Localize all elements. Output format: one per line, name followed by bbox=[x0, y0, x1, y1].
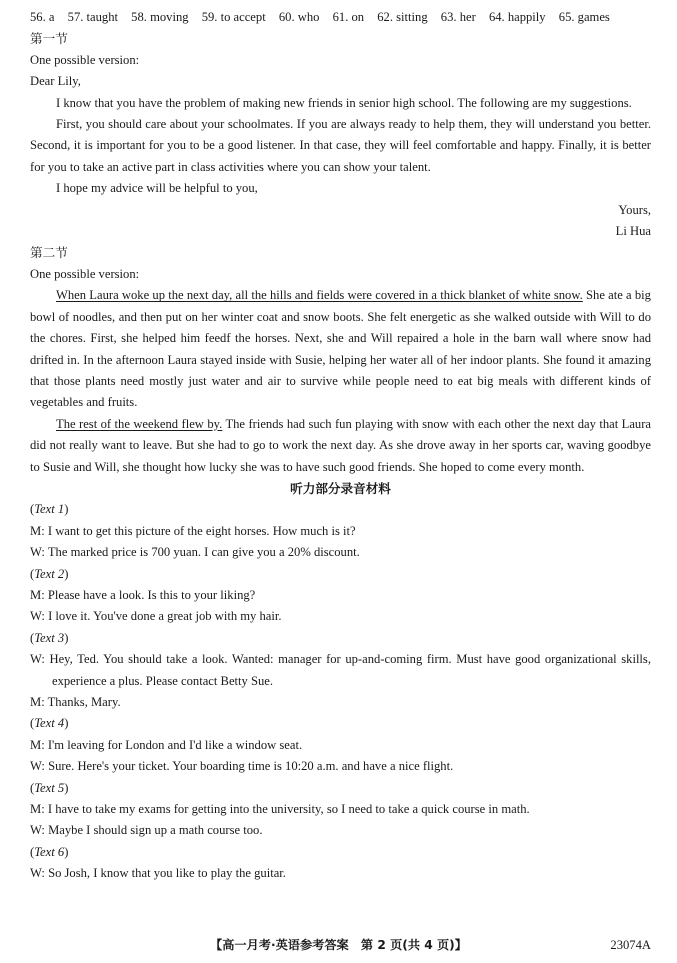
transcript-line: W: So Josh, I know that you like to play the guitar. bbox=[30, 866, 286, 881]
transcript-line: M: I'm leaving for London and I'd like a window seat. bbox=[30, 737, 303, 752]
text-label: (Text 5) bbox=[30, 780, 69, 795]
transcript-line: W: Maybe I should sign up a math course too. bbox=[30, 823, 263, 838]
answer-62: 62. sitting bbox=[377, 10, 428, 24]
text-label: (Text 6) bbox=[30, 844, 69, 859]
answer-56: 56. a bbox=[30, 10, 55, 24]
footer-doc-code: 23074A bbox=[610, 938, 651, 952]
text-label: (Text 1) bbox=[30, 502, 69, 517]
transcript-line: M: I have to take my exams for getting into the university, so I need to take a quick course in math. bbox=[30, 802, 530, 817]
transcript-line: W: Sure. Here's your ticket. Your boarding time is 10:20 a.m. and have a nice flight. bbox=[30, 759, 454, 774]
page-content bbox=[30, 7, 651, 885]
story-paragraph-2 bbox=[30, 414, 651, 478]
answer-63: 63. her bbox=[440, 10, 476, 24]
footer-page-info: 【高一月考·英语参考答案 第 2 页(共 4 页)】 bbox=[210, 938, 467, 952]
letter-signature: Li Hua bbox=[615, 224, 651, 239]
transcript-line: W: Hey, Ted. You should take a look. Wanted: manager for up-and-coming firm. Must have good organizational skills, experience a plus. Please contact Betty Sue. bbox=[30, 652, 651, 688]
answer-60: 60. who bbox=[278, 10, 320, 24]
letter-closing: Yours, bbox=[618, 202, 651, 217]
letter-paragraph-1: I know that you have the problem of making new friends in senior high school. The following are my suggestions. bbox=[56, 95, 632, 110]
answer-64: 64. happily bbox=[488, 10, 546, 24]
answer-57: 57. taught bbox=[67, 10, 119, 24]
transcript-line: W: The marked price is 700 yuan. I can give you a 20% discount. bbox=[30, 545, 360, 560]
answer-59: 59. to accept bbox=[201, 10, 266, 24]
listening-transcript bbox=[30, 499, 651, 884]
cloze-answers-row bbox=[30, 7, 651, 28]
story-paragraph-2-body: The friends had such fun playing with snow with each other the next day that Laura did not really want to leave. But she had to go to work the next day. As she drove away in her sports car, waving goodbye to Susie and Will, she thought how lucky she was to have such good friends. She hoped to come every month. bbox=[30, 416, 651, 474]
answer-61: 61. on bbox=[332, 10, 365, 24]
letter-paragraph-3: I hope my advice will be helpful to you, bbox=[56, 181, 258, 196]
text-label: (Text 3) bbox=[30, 630, 69, 645]
section1-heading: 第一节 bbox=[30, 31, 68, 47]
section1-version-label: One possible version: bbox=[30, 52, 140, 67]
transcript-line: M: Thanks, Mary. bbox=[30, 695, 121, 709]
listening-section-title: 听力部分录音材料 bbox=[290, 480, 391, 496]
section2-version-label: One possible version: bbox=[30, 266, 140, 281]
story-paragraph-2-given-sentence: The rest of the weekend flew by. bbox=[56, 416, 223, 431]
transcript-line: W: I love it. You've done a great job with my hair. bbox=[30, 609, 282, 624]
letter-greeting: Dear Lily, bbox=[30, 74, 81, 89]
transcript-line: M: I want to get this picture of the eight horses. How much is it? bbox=[30, 523, 356, 538]
story-paragraph-1-given-sentence: When Laura woke up the next day, all the hills and fields were covered in a thick blanket of white snow. bbox=[56, 288, 583, 303]
answer-58: 58. moving bbox=[131, 10, 189, 24]
story-paragraph-1-body: She ate a big bowl of noodles, and then put on her winter coat and snow boots. She felt energetic as she walked outside with Will to do the chores. First, she helped him feedf the horses. Next, she and Will repaired a hole in the barn wall where snow had drifted in. In the afternoon Laura stayed inside with Susie, helping her water all of her indoor plants. She found it amazing that those plants need mostly just water and air to survive while people need to eat big meals with different kinds of vegetables and fruits. bbox=[30, 288, 651, 410]
story-paragraph-1 bbox=[30, 285, 651, 413]
text-label: (Text 2) bbox=[30, 566, 69, 581]
transcript-line: M: Please have a look. Is this to your liking? bbox=[30, 587, 256, 602]
section2-heading: 第二节 bbox=[30, 245, 68, 261]
answer-65: 65. games bbox=[558, 10, 610, 24]
text-label: (Text 4) bbox=[30, 716, 69, 731]
letter-paragraph-2: First, you should care about your schoolmates. If you are always ready to help them, they will understand you better. Second, it is important for you to be a good listener. In that case, they will feel comfortable and happy. Finally, it is better for you to take an active part in class activities where you can show your talent. bbox=[30, 117, 651, 174]
